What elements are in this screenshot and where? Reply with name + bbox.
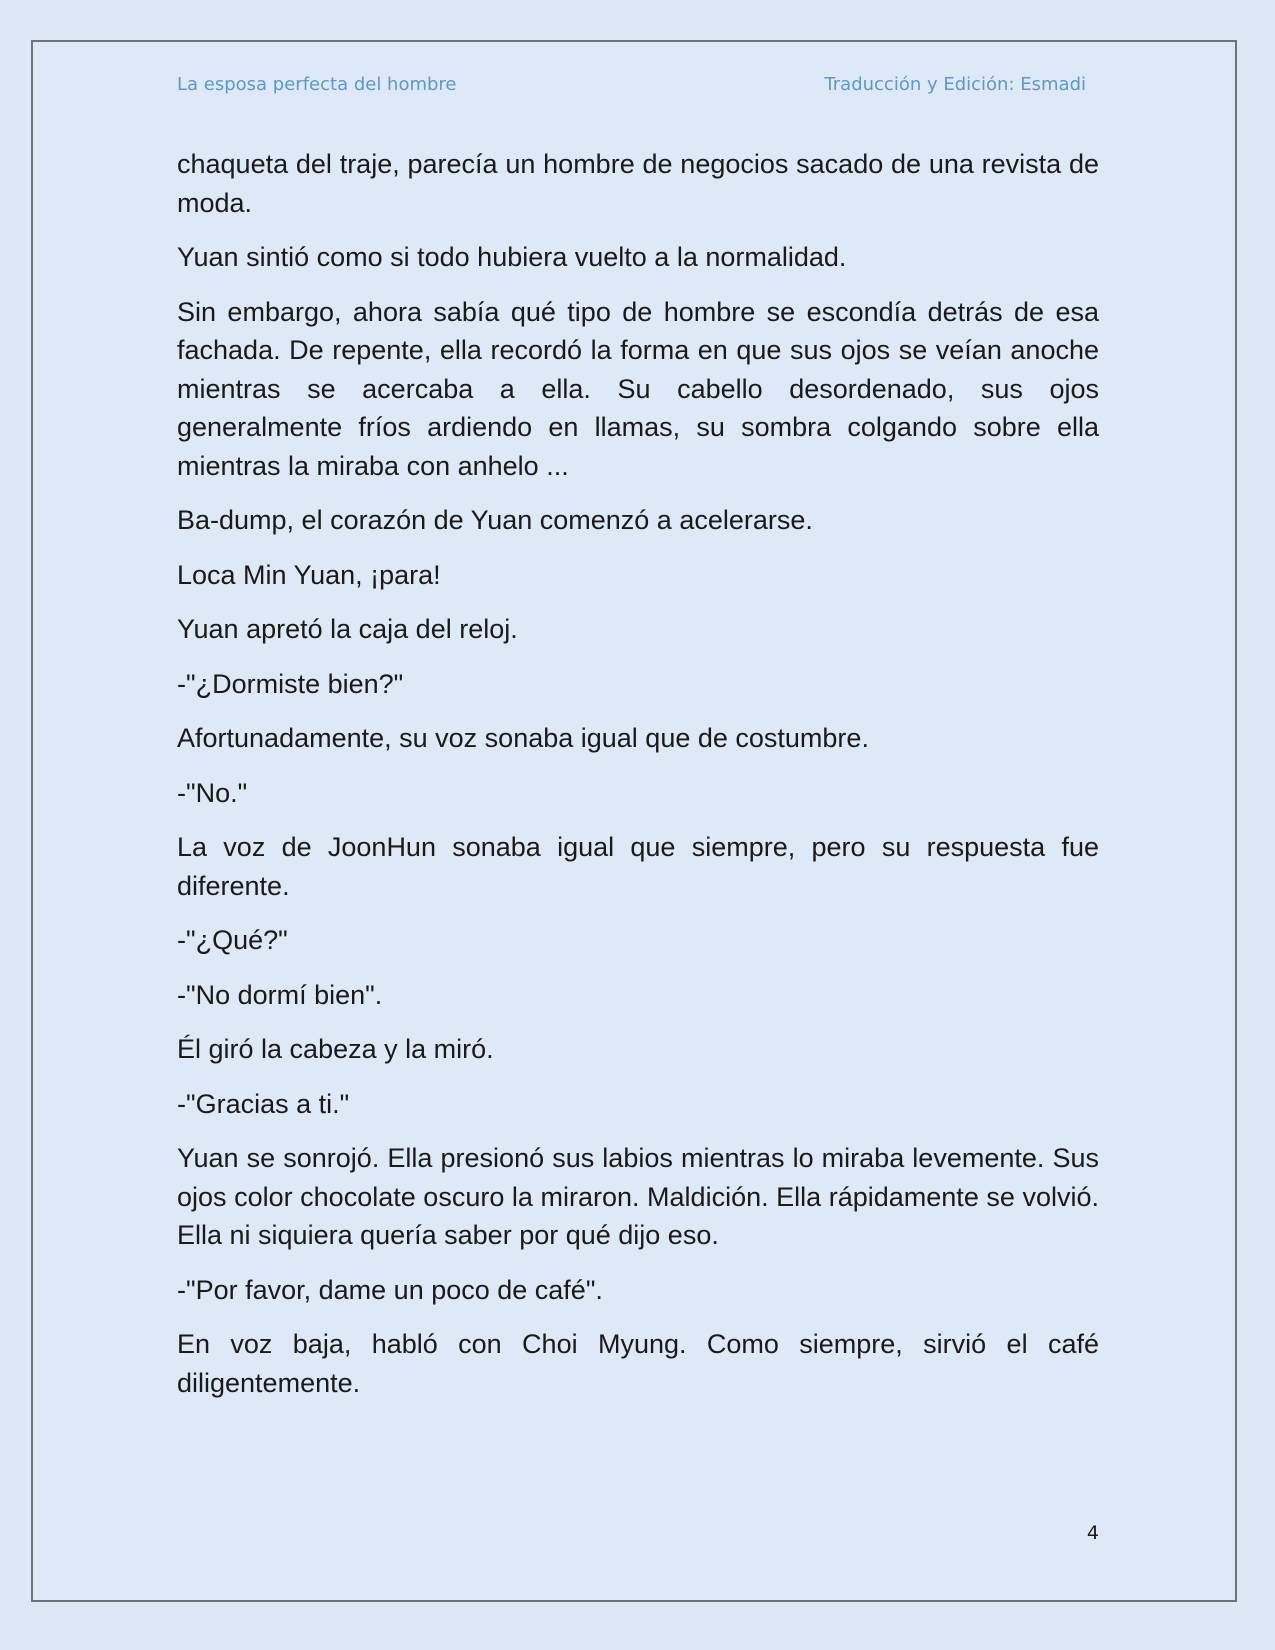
paragraph: Ba-dump, el corazón de Yuan comenzó a acelerarse. [177, 505, 813, 535]
paragraph: Yuan apretó la caja del reloj. [177, 614, 518, 644]
paragraph: chaqueta del traje, parecía un hombre de negocios sacado de una revista de moda. [177, 149, 1099, 218]
paragraph: Sin embargo, ahora sabía qué tipo de hombre se escondía detrás de esa fachada. De repente, ella recordó la forma en que sus ojos se veían anoche mientras se acercaba a ella. Su cabello desordenado, sus ojos generalmente fríos ardiendo en llamas, su sombra colgando sobre ella mientras la miraba con anhelo ... [177, 296, 1099, 481]
page-number: 4 [1086, 1522, 1099, 1544]
paragraph: -"¿Dormiste bien?" [177, 668, 404, 699]
paragraph: Loca Min Yuan, ¡para! [177, 559, 441, 590]
paragraph: -"Gracias a ti." [177, 1088, 350, 1119]
paragraph: En voz baja, habló con Choi Myung. Como siempre, sirvió el café diligentemente. [177, 1329, 1099, 1398]
paragraph: Afortunadamente, su voz sonaba igual que de costumbre. [177, 723, 869, 753]
paragraph: -"Por favor, dame un poco de café". [177, 1274, 603, 1305]
paragraph: -"No dormí bien". [177, 979, 383, 1010]
paragraph: Él giró la cabeza y la miró. [177, 1034, 494, 1064]
paragraph: -"¿Qué?" [177, 925, 288, 955]
paragraph: Yuan se sonrojó. Ella presionó sus labios mientras lo miraba levemente. Sus ojos color chocolate oscuro la miraron. Maldición. Ella rápidamente se volvió. Ella ni siquiera quería saber por qué dijo eso. [177, 1143, 1099, 1250]
header-translator-credit: Traducción y Edición: Esmadi [824, 74, 1086, 95]
paragraph: La voz de JoonHun sonaba igual que siempre, pero su respuesta fue diferente. [177, 832, 1099, 901]
document-body [177, 145, 1099, 1418]
paragraph: -"No." [177, 777, 248, 808]
page-header [177, 74, 1086, 98]
paragraph: Yuan sintió como si todo hubiera vuelto a la normalidad. [177, 242, 847, 272]
header-book-title: La esposa perfecta del hombre [177, 74, 457, 95]
